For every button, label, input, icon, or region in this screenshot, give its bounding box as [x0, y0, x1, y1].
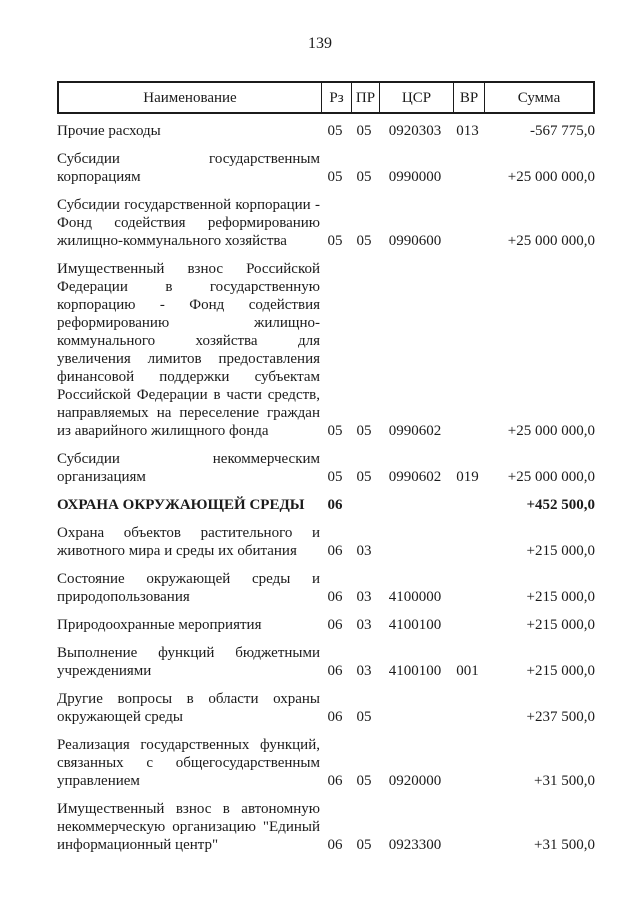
name-line: Охрана объектов растительного и	[57, 525, 320, 541]
row-name-cell	[57, 196, 320, 250]
row-pr-cell: 05	[356, 469, 372, 485]
table-row	[57, 690, 595, 726]
table-row	[57, 150, 595, 186]
table-row	[57, 570, 595, 606]
name-line: некоммерческую организацию "Единый	[57, 819, 320, 835]
row-csr-cell: 0990000	[388, 169, 442, 185]
row-rz-cell: 05	[327, 469, 343, 485]
table-header-row	[57, 81, 595, 114]
header-csr: ЦСР	[380, 83, 454, 112]
row-name-cell	[57, 644, 320, 680]
row-name-cell	[57, 524, 320, 560]
name-line: организациям	[57, 469, 146, 485]
row-sum-cell: +237 500,0	[526, 709, 595, 725]
name-line: окружающей среды	[57, 709, 183, 725]
table-row	[57, 736, 595, 790]
row-csr-cell: 0990600	[388, 233, 442, 249]
row-csr-cell: 0920303	[388, 123, 442, 139]
header-vr: ВР	[454, 83, 485, 112]
table-row	[57, 196, 595, 250]
row-sum-cell: +215 000,0	[526, 663, 595, 679]
row-sum-cell: +215 000,0	[526, 589, 595, 605]
row-sum-cell: +31 500,0	[534, 837, 595, 853]
row-name-cell	[57, 496, 320, 514]
row-vr-cell: 019	[456, 469, 479, 485]
row-name-cell	[57, 616, 320, 634]
name-line: Субсидии государственным	[57, 151, 320, 167]
row-rz-cell: 06	[327, 497, 343, 513]
row-rz-cell: 06	[327, 543, 343, 559]
header-pr: ПР	[352, 83, 380, 112]
row-sum-cell: +215 000,0	[526, 543, 595, 559]
row-sum-cell: +31 500,0	[534, 773, 595, 789]
table-row	[57, 260, 595, 440]
row-rz-cell: 06	[327, 589, 343, 605]
table-row	[57, 122, 595, 140]
name-line: управлением	[57, 773, 140, 789]
row-name-cell	[57, 150, 320, 186]
row-csr-cell: 0990602	[388, 423, 442, 439]
name-line: реформированию жилищно-	[57, 315, 320, 331]
name-line: ОХРАНА ОКРУЖАЮЩЕЙ СРЕДЫ	[57, 497, 305, 513]
table-row	[57, 450, 595, 486]
row-name-cell	[57, 450, 320, 486]
row-sum-cell: +215 000,0	[526, 617, 595, 633]
row-csr-cell: 0990602	[388, 469, 442, 485]
name-line: информационный центр"	[57, 837, 219, 853]
row-pr-cell: 05	[356, 169, 372, 185]
name-line: увеличения лимитов предоставления	[57, 351, 320, 367]
row-rz-cell: 05	[327, 169, 343, 185]
row-name-cell	[57, 570, 320, 606]
row-name-cell	[57, 122, 320, 140]
row-sum-cell: +25 000 000,0	[507, 423, 595, 439]
row-pr-cell: 05	[356, 423, 372, 439]
name-line: природопользования	[57, 589, 190, 605]
row-sum-cell: -567 775,0	[530, 123, 595, 139]
name-line: Выполнение функций бюджетными	[57, 645, 320, 661]
name-line: Реализация государственных функций,	[57, 737, 320, 753]
name-line: Фонд содействия реформированию	[57, 215, 320, 231]
table-row	[57, 644, 595, 680]
row-csr-cell: 0920000	[388, 773, 442, 789]
row-csr-cell: 4100000	[388, 589, 442, 605]
row-sum-cell: +25 000 000,0	[507, 233, 595, 249]
name-line: направляемых на переселение граждан	[57, 405, 320, 421]
row-vr-cell: 013	[456, 123, 479, 139]
table-row	[57, 524, 595, 560]
name-line: Прочие расходы	[57, 123, 161, 139]
header-sum: Сумма	[517, 90, 561, 106]
row-rz-cell: 06	[327, 663, 343, 679]
row-pr-cell: 03	[356, 663, 372, 679]
row-name-cell	[57, 260, 320, 440]
row-sum-cell: +25 000 000,0	[507, 469, 595, 485]
row-rz-cell: 05	[327, 423, 343, 439]
row-pr-cell: 03	[356, 589, 372, 605]
table-row	[57, 616, 595, 634]
row-pr-cell: 05	[356, 123, 372, 139]
header-name: Наименование	[59, 83, 322, 112]
table-row	[57, 800, 595, 854]
row-pr-cell: 05	[356, 773, 372, 789]
row-pr-cell: 05	[356, 709, 372, 725]
row-rz-cell: 05	[327, 233, 343, 249]
name-line: Другие вопросы в области охраны	[57, 691, 320, 707]
row-sum-cell: +452 500,0	[526, 497, 595, 513]
row-csr-cell: 0923300	[388, 837, 442, 853]
name-line: учреждениями	[57, 663, 152, 679]
name-line: корпорацию - Фонд содействия	[57, 297, 320, 313]
row-name-cell	[57, 800, 320, 854]
row-pr-cell: 03	[356, 543, 372, 559]
row-pr-cell: 05	[356, 233, 372, 249]
row-rz-cell: 06	[327, 709, 343, 725]
row-rz-cell: 05	[327, 123, 343, 139]
row-name-cell	[57, 690, 320, 726]
row-csr-cell: 4100100	[388, 617, 442, 633]
budget-table	[57, 81, 595, 864]
row-csr-cell: 4100100	[388, 663, 442, 679]
name-line: Имущественный взнос Российской	[57, 261, 320, 277]
name-line: корпорациям	[57, 169, 141, 185]
row-rz-cell: 06	[327, 617, 343, 633]
row-vr-cell: 001	[456, 663, 479, 679]
name-line: жилищно-коммунального хозяйства	[57, 233, 287, 249]
name-line: Субсидии некоммерческим	[57, 451, 320, 467]
name-line: Российской Федерации в части средств,	[57, 387, 320, 403]
row-rz-cell: 06	[327, 773, 343, 789]
row-rz-cell: 06	[327, 837, 343, 853]
row-sum-cell: +25 000 000,0	[507, 169, 595, 185]
page-number: 139	[308, 35, 332, 52]
row-pr-cell: 03	[356, 617, 372, 633]
name-line: животного мира и среды их обитания	[57, 543, 297, 559]
row-name-cell	[57, 736, 320, 790]
row-pr-cell: 05	[356, 837, 372, 853]
name-line: финансовой поддержки субъектам	[57, 369, 320, 385]
name-line: Природоохранные мероприятия	[57, 617, 262, 633]
table-body	[57, 114, 595, 854]
name-line: Имущественный взнос в автономную	[57, 801, 320, 817]
name-line: Федерации в государственную	[57, 279, 320, 295]
name-line: из аварийного жилищного фонда	[57, 423, 269, 439]
name-line: Субсидии государственной корпорации -	[57, 197, 320, 213]
header-rz: Рз	[322, 83, 352, 112]
name-line: связанных с общегосударственным	[57, 755, 320, 771]
name-line: коммунального хозяйства для	[57, 333, 320, 349]
name-line: Состояние окружающей среды и	[57, 571, 320, 587]
table-row	[57, 496, 595, 514]
